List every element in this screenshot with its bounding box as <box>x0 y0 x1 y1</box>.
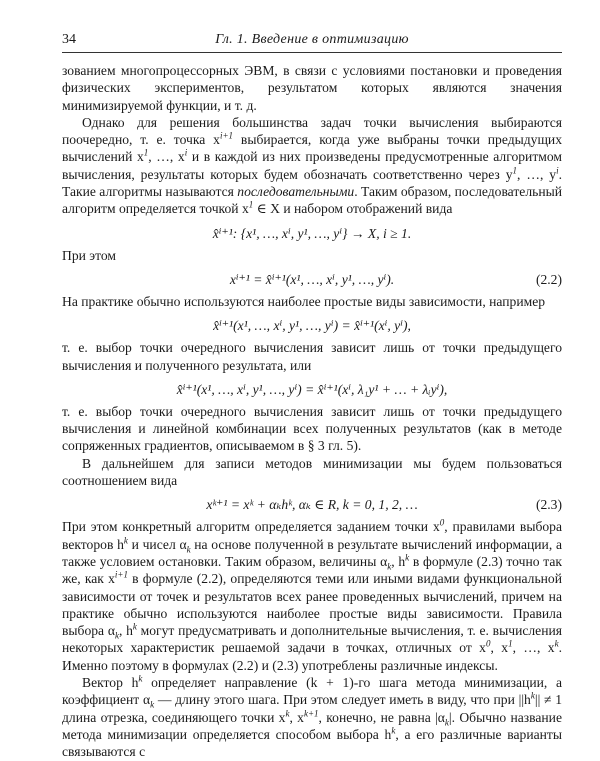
equation-label-2-2: (2.2) <box>535 271 562 287</box>
paragraph-3: При этом <box>62 247 117 263</box>
page-number: 34 <box>62 32 76 47</box>
running-title: Гл. 1. Введение в оптимизацию <box>215 32 409 47</box>
paragraph-4: На практике обычно используются наиболее простые виды зависимости, например <box>62 293 546 309</box>
formula-linear-combination: x̂ⁱ⁺¹(x¹, …, xⁱ, y¹, …, yⁱ) = x̂ⁱ⁺¹(xⁱ, λ₁y¹ + … + λᵢyⁱ), <box>176 381 448 397</box>
paragraph-6: т. е. выбор точки очередного вычисления зависит лишь от точки предыдущего вычисления и линейной комбинации всех полученных результатов (как в методе сопряженных градиентов, описываемом в § 3 гл. 5). <box>62 403 562 454</box>
term-sequential: последовательными <box>237 184 355 200</box>
page-body <box>62 62 562 761</box>
formula-2-3: xᵏ⁺¹ = xᵏ + αₖhᵏ, αₖ ∈ R, k = 0, 1, 2, … (2.3) <box>206 497 562 513</box>
paragraph-5: т. е. выбор точки очередного вычисления зависит лишь от точки предыдущего вычисления и полученного результата, или <box>62 340 562 373</box>
formula-mapping: x̂ⁱ⁺¹: {x¹, …, xⁱ, y¹, …, yⁱ} → X, i ≥ 1. <box>212 225 412 241</box>
formula-simple-dependence: x̂ⁱ⁺¹(x¹, …, xⁱ, y¹, …, yⁱ) = x̂ⁱ⁺¹(xⁱ, yⁱ), <box>213 318 411 334</box>
paragraph-2: Однако для решения большинства задач точки вычисления выбираются поочередно, т. е. точка $x^{i+1}$ выбирается, когда уже выбраны точки предыдущих вычислений $x^1$, …, $x^i$ и в каждой из них произведены предусмотренные алгоритмом вычисления, результаты которых будем обозначать соответственно через $y^1$, …, $y^i$. Такие алгоритмы называются последовательными. Таким образом, последовательный алгоритм определяется точкой $x^1$ ∈ X и набором отображений вида <box>62 114 563 217</box>
paragraph-9: Вектор $h^k$ определяет направление (k + 1)-го шага метода минимизации, а коэффициент $\alpha_k$ — длину этого шага. При этом следует иметь в виду, что при $||h^k|| \ne 1$ длина отрезка, соединяющего точки $x^k$, $x^{k+1}$, конечно, не равна $|\alpha_k|$. Обычно название метода минимизации определяется способом выбора $h^k$, а его различные варианты связываются с <box>62 673 563 760</box>
paragraph-1: зованием многопроцессорных ЭВМ, в связи с условиями постановки и проведения физических экспериментов, результатом которых являются значения минимизируемой функции, и т. д. <box>62 63 562 113</box>
equation-label-2-3: (2.3) <box>535 497 562 513</box>
paragraph-8: При этом конкретный алгоритм определяется заданием точки $x^0$, правилами выбора векторов $h^k$ и чисел $\alpha_k$ на основе полученной в результате вычислений информации, а также условием остановки. Таким образом, величины $\alpha_k$, $h^k$ в формуле (2.3) точно так же, как $x^{i+1}$ в формуле (2.2), определяются теми или иными видами функциональной зависимости от точек и результатов всех ранее проведенных вычислений, причем на практике обычно используются наиболее простые виды зависимости. Правила выбора $\alpha_k$, $h^k$ могут предусматривать и дополнительные вычисления, т. е. вычисления некоторых характеристик решаемой задачи в точках, отличных от $x^0$, $x^1$, …, $x^k$. Именно поэтому в формулах (2.2) и (2.3) употреблены различные индексы. <box>62 517 563 673</box>
header-rule <box>62 52 562 53</box>
paragraph-7: В дальнейшем для записи методов минимизации мы будем пользоваться соотношением вида <box>62 455 562 489</box>
running-header <box>62 30 562 52</box>
formula-2-2: xⁱ⁺¹ = x̂ⁱ⁺¹(x¹, …, xⁱ, y¹, …, yⁱ). (2.2) <box>229 271 562 287</box>
